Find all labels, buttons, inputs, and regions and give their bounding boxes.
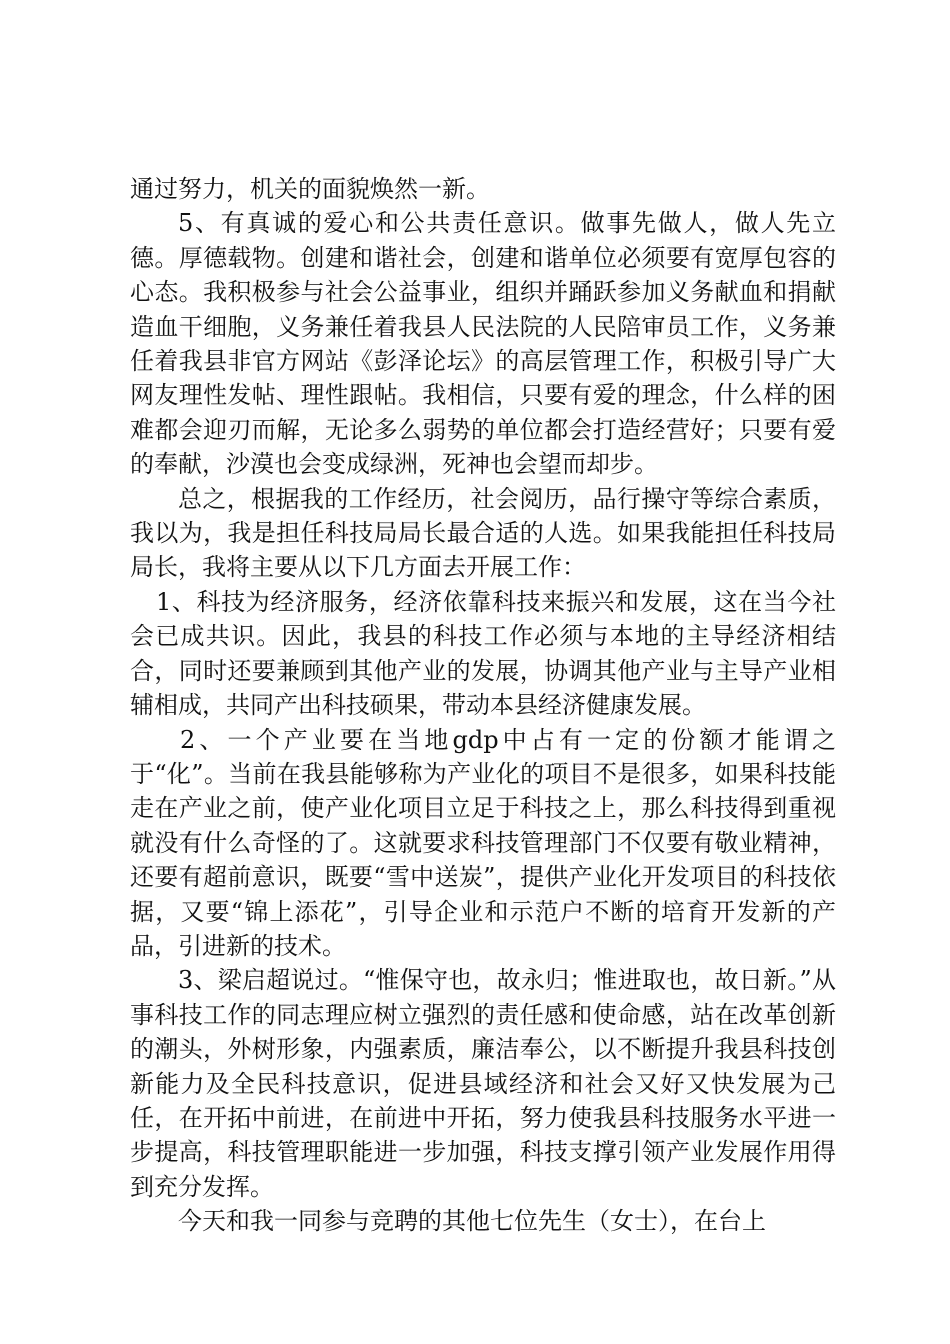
paragraph-continuation: 通过努力，机关的面貌焕然一新。 bbox=[130, 175, 490, 203]
paragraph-item-3: 3、梁启超说过。“惟保守也，故永归；惟进取也，故日新。”从事科技工作的同志理应树立强烈的责任感和使命感，站在改革创新的潮头，外树形象，内强素质，廉洁奉公，以不断提升我县科技创新能力及全民科技意识，促进县域经济和社会又好又快发展为己任，在开拓中前进，在前进中开拓，努力使我县科技服务水平进一步提高，科技管理职能进一步加强，科技支撑引领产业发展作用得到充分发挥。 bbox=[130, 966, 836, 1201]
paragraph-summary: 总之，根据我的工作经历，社会阅历，品行操守等综合素质，我以为，我是担任科技局局长最合适的人选。如果我能担任科技局局长，我将主要从以下几方面去开展工作： bbox=[130, 484, 836, 582]
document-body bbox=[130, 172, 836, 1239]
paragraph-item-5: 5、有真诚的爱心和公共责任意识。做事先做人，做人先立德。厚德载物。创建和谐社会，创建和谐单位必须要有宽厚包容的心态。我积极参与社会公益事业，组织并踊跃参加义务献血和捐献造血干细胞，义务兼任着我县人民法院的人民陪审员工作，义务兼任着我县非官方网站《彭泽论坛》的高层管理工作，积极引导广大网友理性发帖、理性跟帖。我相信，只要有爱的理念，什么样的困难都会迎刃而解，无论多么弱势的单位都会打造经营好；只要有爱的奉献，沙漠也会变成绿洲，死神也会望而却步。 bbox=[130, 209, 836, 479]
paragraph-closing: 今天和我一同参与竞聘的其他七位先生（女士），在台上 bbox=[178, 1207, 766, 1236]
paragraph-item-2: 2、一个产业要在当地gdp中占有一定的份额才能谓之于“化”。当前在我县能够称为产业化的项目不是很多，如果科技能走在产业之前，使产业化项目立足于科技之上，那么科技得到重视就没有什么奇怪的了。这就要求科技管理部门不仅要有敬业精神，还要有超前意识，既要“雪中送炭”，提供产业化开发项目的科技依据，又要“锦上添花”，引导企业和示范户不断的培育开发新的产品，引进新的技术。 bbox=[130, 725, 836, 960]
paragraph-item-1: 1、科技为经济服务，经济依靠科技来振兴和发展，这在当今社会已成共识。因此，我县的科技工作必须与本地的主导经济相结合，同时还要兼顾到其他产业的发展，协调其他产业与主导产业相辅相成，共同产出科技硕果，带动本县经济健康发展。 bbox=[130, 587, 836, 720]
